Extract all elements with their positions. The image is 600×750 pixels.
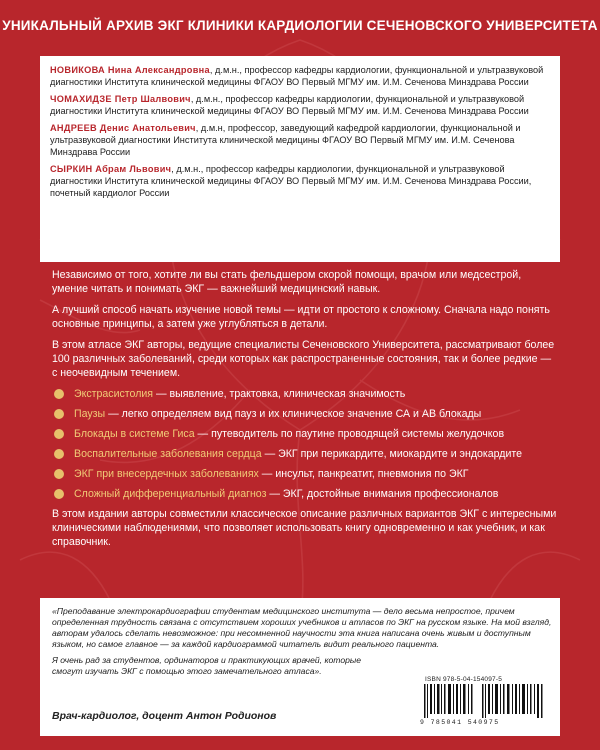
topic-item [52, 467, 557, 481]
reviewer-signature: Врач-кардиолог, доцент Антон Родионов [52, 710, 277, 722]
description-body [52, 268, 557, 556]
author-entry [50, 163, 550, 199]
author-name: СЫРКИН Абрам Львович [50, 164, 172, 174]
author-description: , д.м.н., профессор кафедры кардиологии, функциональной и ультразвуковой диагностики Института клинической медицины ФГАОУ ВО Первый МГМУ им. И.М. Сеченова Минздрава России, почетный кардиолог России [50, 164, 532, 198]
authors-panel [40, 56, 560, 262]
isbn-label: ISBN 978-5-04-154097-5 [425, 676, 503, 683]
bullet-dot-icon [54, 409, 64, 419]
bullet-dot-icon [54, 449, 64, 459]
topic-text: — ЭКГ, достойные внимания профессионалов [266, 488, 499, 500]
topic-text: — инсульт, панкреатит, пневмония по ЭКГ [258, 468, 469, 480]
method-paragraph: А лучший способ начать изучение новой темы — идти от простого к сложному. Сначала надо понять основные принципы, а затем уже углубляться в детали. [52, 304, 550, 330]
topics-list [52, 387, 557, 501]
review-quote-closing: Я очень рад за студентов, ординаторов и практикующих врачей, которые смогут изучать ЭКГ с помощью этого замечательного атласа». [52, 655, 362, 676]
topic-title: Воспалительные заболевания сердца [74, 448, 262, 460]
topic-item [52, 427, 557, 441]
topic-title: Сложный дифференциальный диагноз [74, 488, 267, 500]
author-description: , д.м.н., профессор кафедры кардиологии, функциональной и ультразвуковой диагностики Института клинической медицины ФГАОУ ВО Первый МГМУ им. И.М. Сеченова Минздрава России [50, 65, 544, 87]
topic-text: — ЭКГ при перикардите, миокардите и эндокардите [261, 448, 523, 460]
author-entry [50, 64, 550, 88]
bullet-dot-icon [54, 489, 64, 499]
author-description: , д.м.н, профессор, заведующий кафедрой кардиологии, функциональной и ультразвуковой диагностики Института клинической медицины ФГАОУ ВО Первый МГМУ им. И.М. Сеченова Минздрава России [50, 123, 521, 157]
bullet-dot-icon [54, 389, 64, 399]
author-name: АНДРЕЕВ Денис Анатольевич [50, 123, 196, 133]
topic-title: Экстрасистолия [74, 388, 154, 400]
barcode-number: 9 785041 540975 [420, 719, 500, 726]
review-quote-text: «Преподавание электрокардиографии студентам медицинского института — дело весьма непростое, причем определенная трудность связана с отсутствием хороших учебников и атласов по ЭКГ на русском языке. На мой взгляд, авторам удалось сделать невозможное: при несомненной научности эта книга написана очень живым и доступным языком, но самое главное — за каждой кардиограммой читатель видит реального пациента. [52, 606, 552, 649]
topic-title: Паузы [74, 408, 106, 420]
author-description: , д.м.н., профессор кафедры кардиологии, функциональной и ультразвуковой диагностики Института клинической медицины ФГАОУ ВО Первый МГМУ им. И.М. Сеченова Минздрава России [50, 94, 529, 116]
atlas-paragraph: В этом атласе ЭКГ авторы, ведущие специалисты Сеченовского Университета, рассматривают более 100 различных заболеваний, среди которых как распространенные состояния, так и более редкие — с неочевидным течением. [52, 339, 555, 379]
topic-text: — путеводитель по паутине проводящей системы желудочков [194, 428, 505, 440]
topic-item [52, 407, 557, 421]
author-entry [50, 122, 550, 158]
review-quote-panel [40, 598, 560, 736]
edition-paragraph: В этом издании авторы совместили классическое описание различных вариантов ЭКГ с интересными клиническими наблюдениями, что позволяет использовать книгу одновременно и как учебник, и как справочник. [52, 508, 557, 548]
intro-paragraph: Независимо от того, хотите ли вы стать фельдшером скорой помощи, врачом или медсестрой, умение читать и понимать ЭКГ — важнейший медицинский навык. [52, 269, 522, 295]
topic-text: — выявление, трактовка, клиническая значимость [153, 388, 406, 400]
topic-title: Блокады в системе Гиса [74, 428, 195, 440]
bullet-dot-icon [54, 429, 64, 439]
topic-item [52, 487, 557, 501]
author-name: ЧОМАХИДЗЕ Петр Шалвович [50, 94, 191, 104]
bullet-dot-icon [54, 469, 64, 479]
topic-item [52, 387, 557, 401]
topic-title: ЭКГ при внесердечных заболеваниях [74, 468, 259, 480]
cover-header-title: УНИКАЛЬНЫЙ АРХИВ ЭКГ КЛИНИКИ КАРДИОЛОГИИ СЕЧЕНОВСКОГО УНИВЕРСИТЕТА [2, 18, 598, 33]
topic-item [52, 447, 557, 461]
topic-text: — легко определяем вид пауз и их клиническое значение СА и АВ блокады [105, 408, 482, 420]
author-entry [50, 93, 550, 117]
barcode-icon [424, 684, 544, 718]
author-name: НОВИКОВА Нина Александровна [50, 65, 210, 75]
